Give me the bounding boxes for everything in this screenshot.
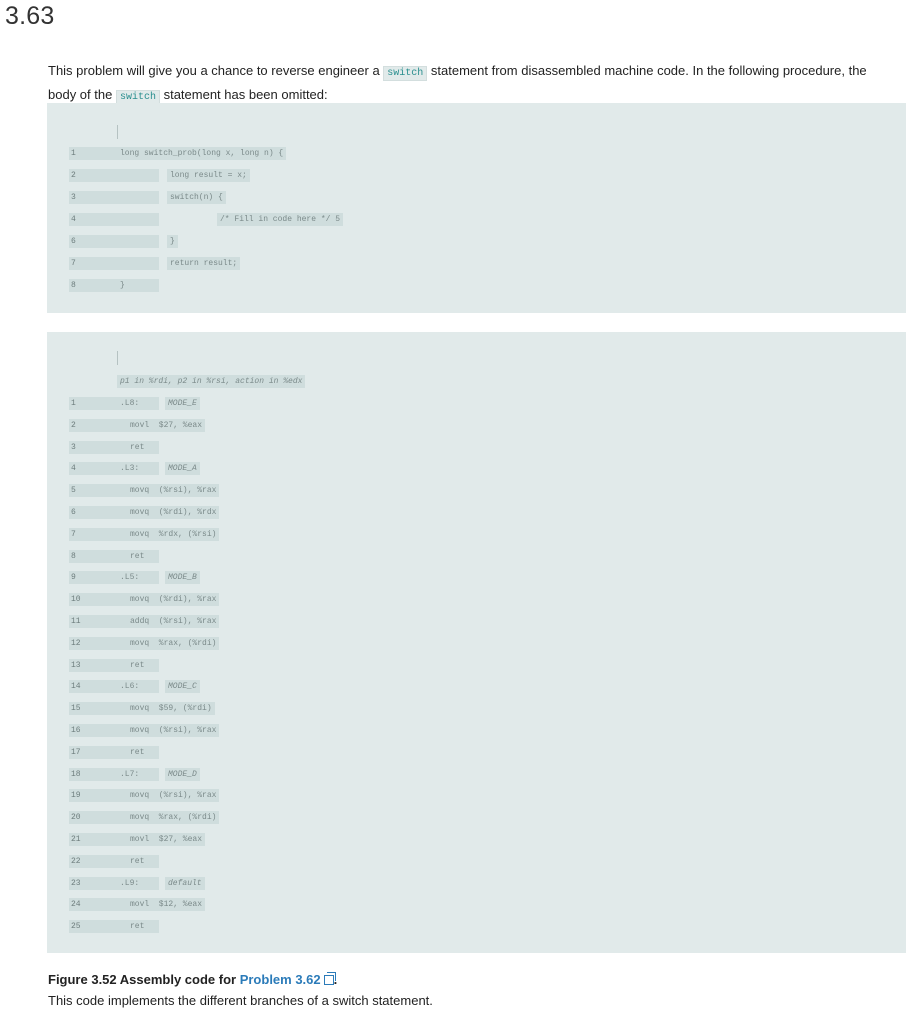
code-text: switch(n) { <box>167 191 226 204</box>
asm-instruction: ret <box>127 855 147 868</box>
code-line <box>47 419 906 432</box>
asm-instruction: ret <box>127 659 147 672</box>
line-number: 13 <box>69 659 159 672</box>
asm-instruction: addq (%rsi), %rax <box>127 615 219 628</box>
asm-comment: MODE_D <box>165 768 200 781</box>
line-number: 10 <box>69 593 159 606</box>
code-line <box>47 898 906 911</box>
line-number: 1 <box>69 397 159 410</box>
asm-comment: MODE_E <box>165 397 200 410</box>
asm-comment: default <box>165 877 205 890</box>
code-text: } <box>117 279 128 292</box>
line-number: 3 <box>69 441 159 454</box>
asm-instruction: movq (%rsi), %rax <box>127 724 219 737</box>
asm-instruction: movq (%rsi), %rax <box>127 789 219 802</box>
code-line <box>47 637 906 650</box>
line-number: 1 <box>69 147 159 160</box>
code-line <box>47 811 906 824</box>
code-line <box>47 768 906 781</box>
code-text: } <box>167 235 178 248</box>
code-line <box>47 397 906 410</box>
line-number: 4 <box>69 462 159 475</box>
intro-text-2: statement from disassembled machine code. In the following procedure, the body of the <box>48 63 867 102</box>
switch-keyword: switch <box>116 90 160 105</box>
line-number: 22 <box>69 855 159 868</box>
line-number: 21 <box>69 833 159 846</box>
line-number: 20 <box>69 811 159 824</box>
asm-instruction: ret <box>127 441 147 454</box>
asm-instruction: movq %rax, (%rdi) <box>127 811 219 824</box>
code-line <box>47 484 906 497</box>
register-comment: p1 in %rdi, p2 in %rsi, action in %edx <box>117 375 305 388</box>
text-cursor <box>117 125 118 139</box>
asm-comment: MODE_C <box>165 680 200 693</box>
problem-intro <box>48 60 888 108</box>
code-header-line <box>47 375 906 388</box>
line-number: 25 <box>69 920 159 933</box>
code-text: long result = x; <box>167 169 250 182</box>
code-line <box>47 235 906 248</box>
asm-instruction: movl $27, %eax <box>127 833 205 846</box>
line-number: 6 <box>69 506 159 519</box>
line-number: 4 <box>69 213 159 226</box>
code-line <box>47 593 906 606</box>
asm-comment: MODE_B <box>165 571 200 584</box>
asm-instruction: movq $59, (%rdi) <box>127 702 215 715</box>
caption-title-text: Figure 3.52 Assembly code for <box>48 972 240 987</box>
code-text: return result; <box>167 257 240 270</box>
code-line <box>47 789 906 802</box>
line-number: 8 <box>69 279 159 292</box>
asm-instruction: ret <box>127 550 147 563</box>
code-line <box>47 659 906 672</box>
asm-instruction: movl $12, %eax <box>127 898 205 911</box>
code-line <box>47 877 906 890</box>
problem-number: 3.63 <box>5 2 55 30</box>
switch-keyword: switch <box>383 66 427 81</box>
code-line <box>47 441 906 454</box>
asm-label: .L9: <box>117 877 142 890</box>
asm-instruction: ret <box>127 920 147 933</box>
code-line <box>47 855 906 868</box>
figure-caption <box>48 969 888 1011</box>
assembly-code-block <box>47 332 906 953</box>
text-cursor <box>117 351 118 365</box>
line-number: 7 <box>69 528 159 541</box>
code-line <box>47 724 906 737</box>
caption-title-suffix: . <box>333 972 338 987</box>
asm-instruction: movq %rdx, (%rsi) <box>127 528 219 541</box>
line-number: 8 <box>69 550 159 563</box>
code-line <box>47 506 906 519</box>
asm-instruction: movq %rax, (%rdi) <box>127 637 219 650</box>
line-number: 18 <box>69 768 159 781</box>
asm-instruction: movq (%rdi), %rax <box>127 593 219 606</box>
line-number: 7 <box>69 257 159 270</box>
code-line <box>47 213 906 226</box>
asm-label: .L7: <box>117 768 142 781</box>
asm-label: .L5: <box>117 571 142 584</box>
line-number: 16 <box>69 724 159 737</box>
code-line <box>47 571 906 584</box>
code-line <box>47 680 906 693</box>
code-line <box>47 462 906 475</box>
line-number: 23 <box>69 877 159 890</box>
line-number: 9 <box>69 571 159 584</box>
asm-label: .L6: <box>117 680 142 693</box>
line-number: 11 <box>69 615 159 628</box>
asm-label: .L8: <box>117 397 142 410</box>
code-line <box>47 550 906 563</box>
code-line <box>47 615 906 628</box>
line-number: 5 <box>69 484 159 497</box>
line-number: 24 <box>69 898 159 911</box>
intro-text-1: This problem will give you a chance to reverse engineer a <box>48 63 384 78</box>
line-number: 15 <box>69 702 159 715</box>
code-line <box>47 257 906 270</box>
problem-link[interactable] <box>240 972 334 987</box>
c-code-block <box>47 103 906 313</box>
asm-instruction: movl $27, %eax <box>127 419 205 432</box>
asm-label: .L3: <box>117 462 142 475</box>
line-number: 2 <box>69 419 159 432</box>
intro-text-3: statement has been omitted: <box>159 87 328 102</box>
line-number: 12 <box>69 637 159 650</box>
code-line <box>47 191 906 204</box>
code-line <box>47 528 906 541</box>
line-number: 6 <box>69 235 159 248</box>
external-link-icon[interactable] <box>324 975 334 985</box>
caption-title <box>48 969 888 990</box>
line-number: 2 <box>69 169 159 182</box>
code-line <box>47 833 906 846</box>
code-line <box>47 279 906 292</box>
code-line <box>47 746 906 759</box>
asm-instruction: ret <box>127 746 147 759</box>
code-text: /* Fill in code here */ 5 <box>217 213 343 226</box>
line-number: 19 <box>69 789 159 802</box>
line-number: 17 <box>69 746 159 759</box>
code-line <box>47 702 906 715</box>
problem-link-label[interactable]: Problem 3.62 <box>239 972 321 987</box>
line-number: 3 <box>69 191 159 204</box>
code-line <box>47 169 906 182</box>
caption-text: This code implements the different branches of a switch statement. <box>48 993 433 1008</box>
asm-comment: MODE_A <box>165 462 200 475</box>
code-text: long switch_prob(long x, long n) { <box>117 147 286 160</box>
line-number: 14 <box>69 680 159 693</box>
asm-instruction: movq (%rdi), %rdx <box>127 506 219 519</box>
code-line <box>47 920 906 933</box>
code-line <box>47 147 906 160</box>
asm-instruction: movq (%rsi), %rax <box>127 484 219 497</box>
